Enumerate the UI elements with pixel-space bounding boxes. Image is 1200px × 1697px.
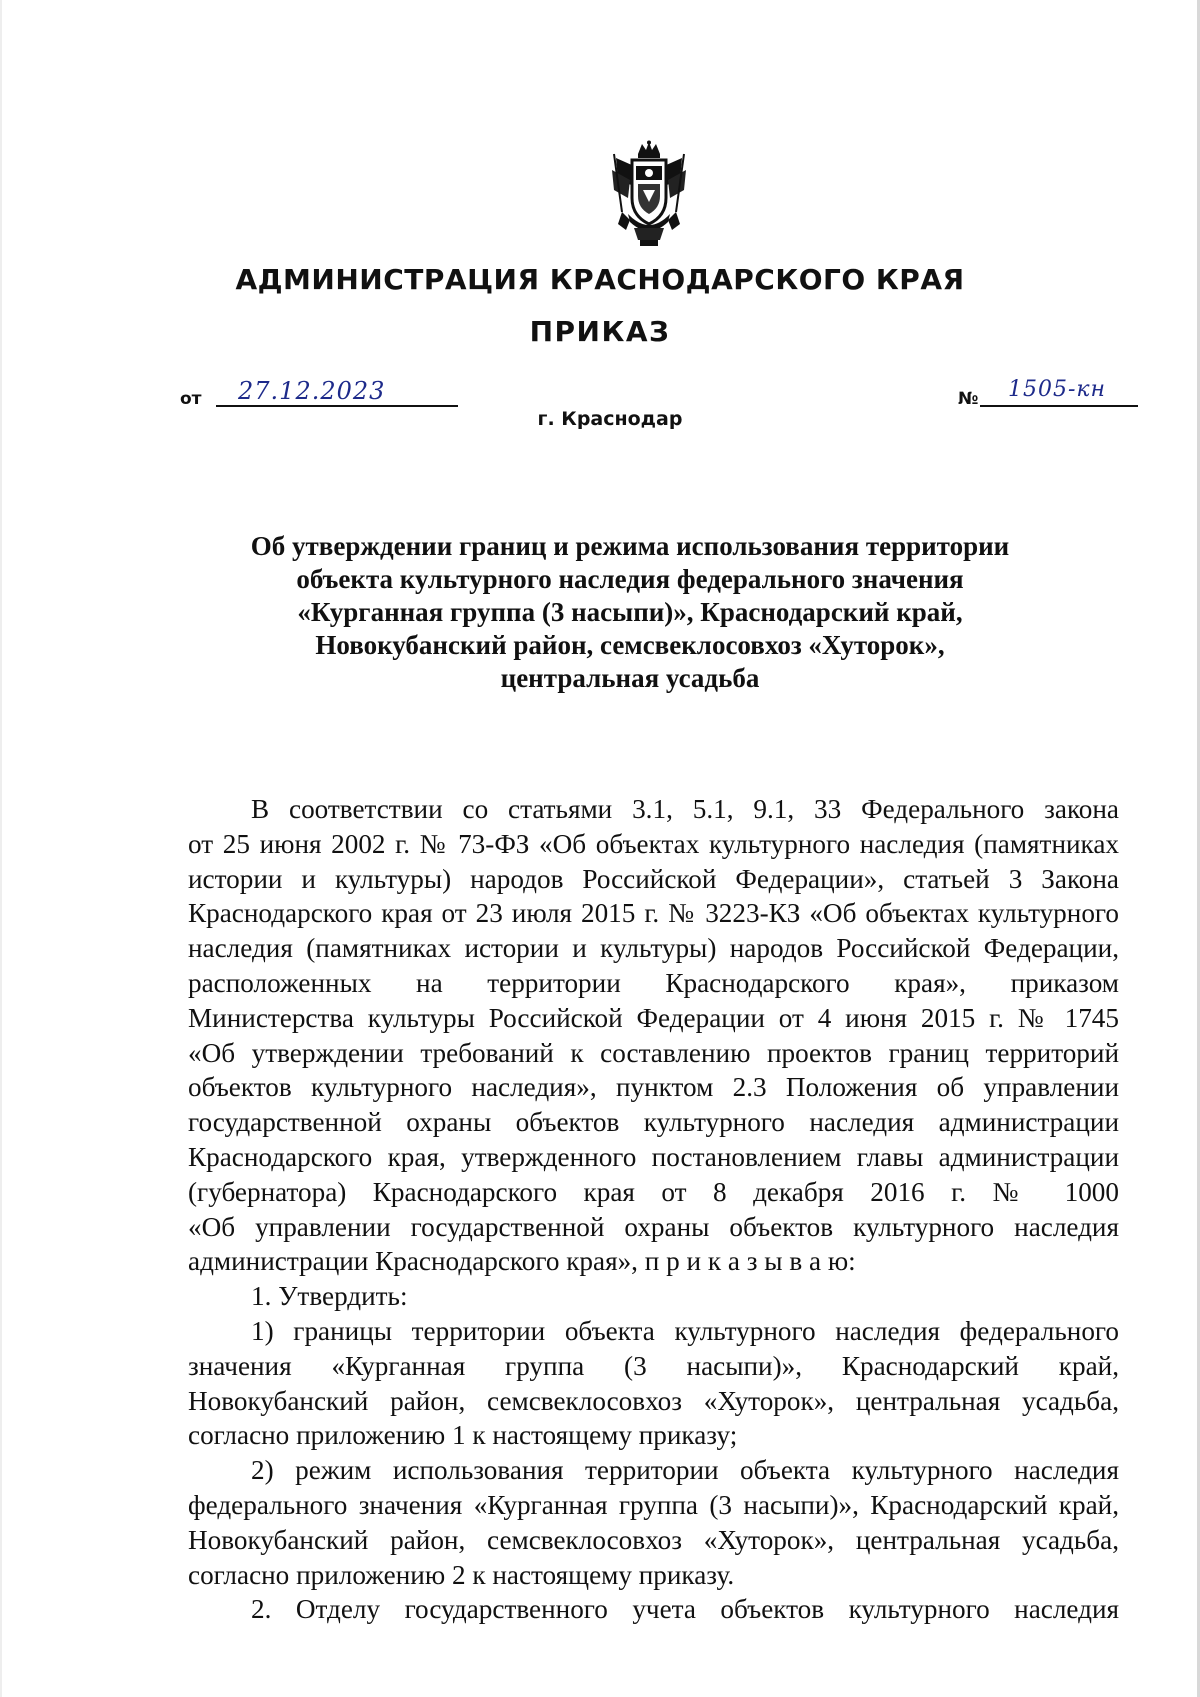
- date-underline: [216, 405, 458, 407]
- body-line: значения «Курганная группа (3 насыпи)», Краснодарский край,: [188, 1350, 1119, 1381]
- body-line: согласно приложению 1 к настоящему приказу;: [188, 1420, 738, 1451]
- body-line: от 25 июня 2002 г. № 73-ФЗ «Об объектах культурного наследия (памятниках: [188, 828, 1119, 859]
- title-line: объекта культурного наследия федерального значения: [296, 564, 964, 594]
- coat-of-arms-emblem: [608, 140, 690, 248]
- document-title: [200, 530, 1060, 695]
- body-line: 1. Утвердить:: [251, 1281, 408, 1312]
- body-line: Министерства культуры Российской Федерации от 4 июня 2015 г. № 1745: [188, 1002, 1119, 1033]
- body-line: 2. Отделу государственного учета объектов культурного наследия: [251, 1594, 1119, 1625]
- body-line: согласно приложению 2 к настоящему приказу.: [188, 1559, 735, 1590]
- city-name: г. Краснодар: [537, 408, 683, 430]
- body-line: Краснодарского края от 23 июля 2015 г. № 3223-КЗ «Об объектах культурного: [188, 898, 1119, 929]
- title-line: центральная усадьба: [500, 663, 760, 693]
- body-line: «Об управлении государственной охраны объектов культурного наследия: [188, 1211, 1119, 1242]
- body-line: расположенных на территории Краснодарского края», приказом: [188, 967, 1119, 998]
- body-line: В соответствии со статьями 3.1, 5.1, 9.1, 33 Федерального закона: [251, 794, 1119, 824]
- body-line: (губернатора) Краснодарского края от 8 декабря 2016 г. № 1000: [188, 1176, 1119, 1207]
- body-line: государственной охраны объектов культурного наследия администрации: [188, 1107, 1119, 1138]
- date-label: от: [180, 389, 202, 409]
- handwritten-number: 1505-кн: [1008, 377, 1107, 402]
- body-line: администрации Краснодарского края», п р и к а з ы в а ю:: [188, 1246, 856, 1277]
- body-line: наследия (памятниках истории и культуры) народов Российской Федерации,: [188, 933, 1119, 964]
- title-line: Новокубанский район, семсвеклосовхоз «Хуторок»,: [315, 630, 945, 660]
- body-line: Новокубанский район, семсвеклосовхоз «Хуторок», центральная усадьба,: [188, 1385, 1119, 1416]
- body-line: федерального значения «Курганная группа (3 насыпи)», Краснодарский край,: [188, 1489, 1119, 1520]
- document-type: ПРИКАЗ: [529, 315, 671, 348]
- organization-name: АДМИНИСТРАЦИЯ КРАСНОДАРСКОГО КРАЯ: [235, 263, 965, 296]
- body-line: 2) режим использования территории объекта культурного наследия: [251, 1455, 1119, 1486]
- body-line: объектов культурного наследия», пунктом 2.3 Положения об управлении: [188, 1072, 1119, 1103]
- title-line: Об утверждении границ и режима использования территории: [250, 531, 1010, 561]
- body-line: Краснодарского края, утвержденного постановлением главы администрации: [188, 1141, 1119, 1172]
- title-line: «Курганная группа (3 насыпи)», Краснодарский край,: [297, 597, 963, 627]
- number-label: №: [958, 389, 979, 409]
- number-underline: [980, 405, 1138, 407]
- body-line: 1) границы территории объекта культурного наследия федерального: [251, 1315, 1119, 1346]
- body-line: Новокубанский район, семсвеклосовхоз «Хуторок», центральная усадьба,: [188, 1524, 1119, 1555]
- body-line: «Об утверждении требований к составлению проектов границ территорий: [188, 1037, 1119, 1068]
- handwritten-date: 27.12.2023: [238, 377, 386, 405]
- document-body: [188, 792, 1119, 1627]
- body-line: истории и культуры) народов Российской Федерации», статьей 3 Закона: [188, 863, 1119, 894]
- scan-edge-left: [0, 0, 2, 1697]
